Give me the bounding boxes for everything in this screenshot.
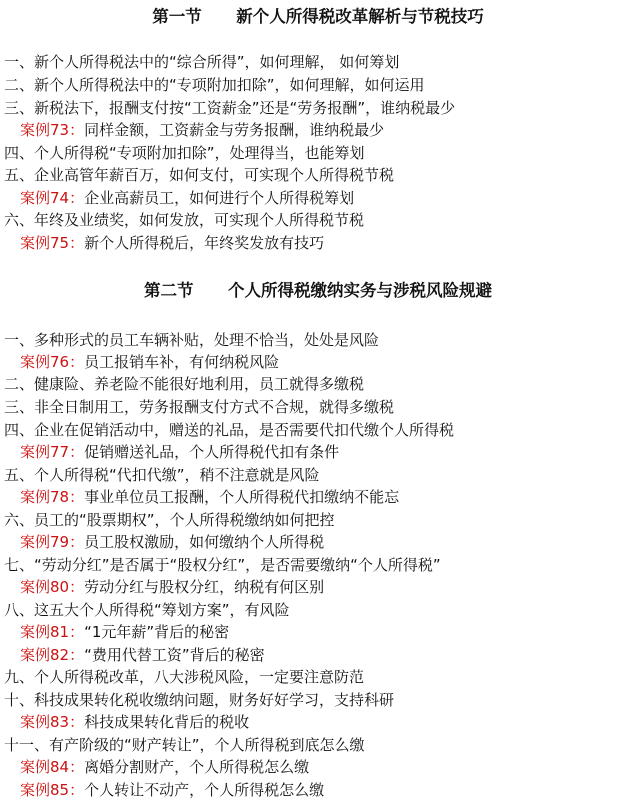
section-title-1: 第一节 新个人所得税改革解析与节税技巧 [152, 7, 484, 26]
case-text: 同样金额，工资薪金与劳务报酬，谁纳税最少 [84, 121, 385, 139]
case-label: 案例79： [20, 533, 85, 551]
list-item: 五、个人所得税“代扣代缴”，稍不注意就是风险 [4, 466, 320, 484]
case-item [20, 780, 324, 800]
list-item: 七、“劳动分红”是否属于“股权分红”，是否需要缴纳“个人所得税” [4, 556, 441, 574]
list-item: 一、新个人所得税法中的“综合所得”，如何理解， 如何筹划 [4, 53, 400, 71]
case-text: 促销赠送礼品，个人所得税代扣有条件 [84, 443, 340, 461]
case-label: 案例81： [20, 623, 85, 641]
case-text: 员工报销车补，有何纳税风险 [84, 353, 280, 371]
case-label: 案例82： [20, 646, 85, 664]
case-text: 事业单位员工报酬，个人所得税代扣缴纳不能忘 [84, 488, 400, 506]
case-label: 案例78： [20, 488, 85, 506]
case-label: 案例83： [20, 713, 85, 731]
case-label: 案例84： [20, 758, 85, 776]
case-text: “1元年薪”背后的秘密 [84, 623, 230, 641]
case-label: 案例76： [20, 353, 85, 371]
list-item: 十、科技成果转化税收缴纳问题，财务好好学习，支持科研 [4, 691, 395, 709]
list-item: 六、年终及业绩奖，如何发放，可实现个人所得税节税 [4, 211, 365, 229]
list-item: 三、新税法下，报酬支付按“工资薪金”还是“劳务报酬”，谁纳税最少 [4, 99, 456, 117]
list-item: 九、个人所得税改革，八大涉税风险，一定要注意防范 [4, 668, 365, 686]
case-text: 新个人所得税后，年终奖发放有技巧 [84, 234, 325, 252]
list-item: 八、这五大个人所得税“筹划方案”，有风险 [4, 601, 290, 619]
case-label: 案例73： [20, 121, 85, 139]
case-text: “费用代替工资”背后的秘密 [84, 646, 265, 664]
case-text: 企业高薪员工，如何进行个人所得税筹划 [84, 189, 355, 207]
list-item: 一、多种形式的员工车辆补贴，处理不恰当，处处是风险 [4, 331, 380, 349]
section-title-2: 第二节 个人所得税缴纳实务与涉税风险规避 [144, 281, 492, 300]
case-text: 科技成果转化背后的税收 [84, 713, 250, 731]
list-item: 五、企业高管年薪百万，如何支付，可实现个人所得税节税 [4, 166, 395, 184]
case-label: 案例80： [20, 578, 85, 596]
case-item [20, 487, 399, 507]
case-item [20, 442, 339, 462]
list-item: 二、新个人所得税法中的“专项附加扣除”，如何理解，如何运用 [4, 76, 425, 94]
case-text: 离婚分割财产，个人所得税怎么缴 [84, 758, 310, 776]
list-item: 十一、有产阶级的“财产转让”，个人所得税到底怎么缴 [4, 736, 365, 754]
case-item [20, 645, 265, 665]
case-item [20, 712, 249, 732]
case-item [20, 757, 309, 777]
case-item [20, 577, 324, 597]
list-item: 二、健康险、养老险不能很好地利用，员工就得多缴税 [4, 375, 365, 393]
case-text: 员工股权激励，如何缴纳个人所得税 [84, 533, 325, 551]
case-label: 案例74： [20, 189, 85, 207]
case-item [20, 233, 324, 253]
case-text: 个人转让不动产，个人所得税怎么缴 [84, 781, 325, 799]
case-item [20, 622, 229, 642]
case-item [20, 188, 354, 208]
case-label: 案例85： [20, 781, 85, 799]
case-label: 案例75： [20, 234, 85, 252]
case-item [20, 532, 324, 552]
case-item [20, 352, 279, 372]
list-item: 四、企业在促销活动中，赠送的礼品，是否需要代扣代缴个人所得税 [4, 421, 455, 439]
case-text: 劳动分红与股权分红，纳税有何区别 [84, 578, 325, 596]
list-item: 六、员工的“股票期权”，个人所得税缴纳如何把控 [4, 511, 335, 529]
list-item: 三、非全日制用工，劳务报酬支付方式不合规，就得多缴税 [4, 398, 395, 416]
case-label: 案例77： [20, 443, 85, 461]
case-item [20, 120, 384, 140]
list-item: 四、个人所得税“专项附加扣除”，处理得当，也能筹划 [4, 144, 365, 162]
